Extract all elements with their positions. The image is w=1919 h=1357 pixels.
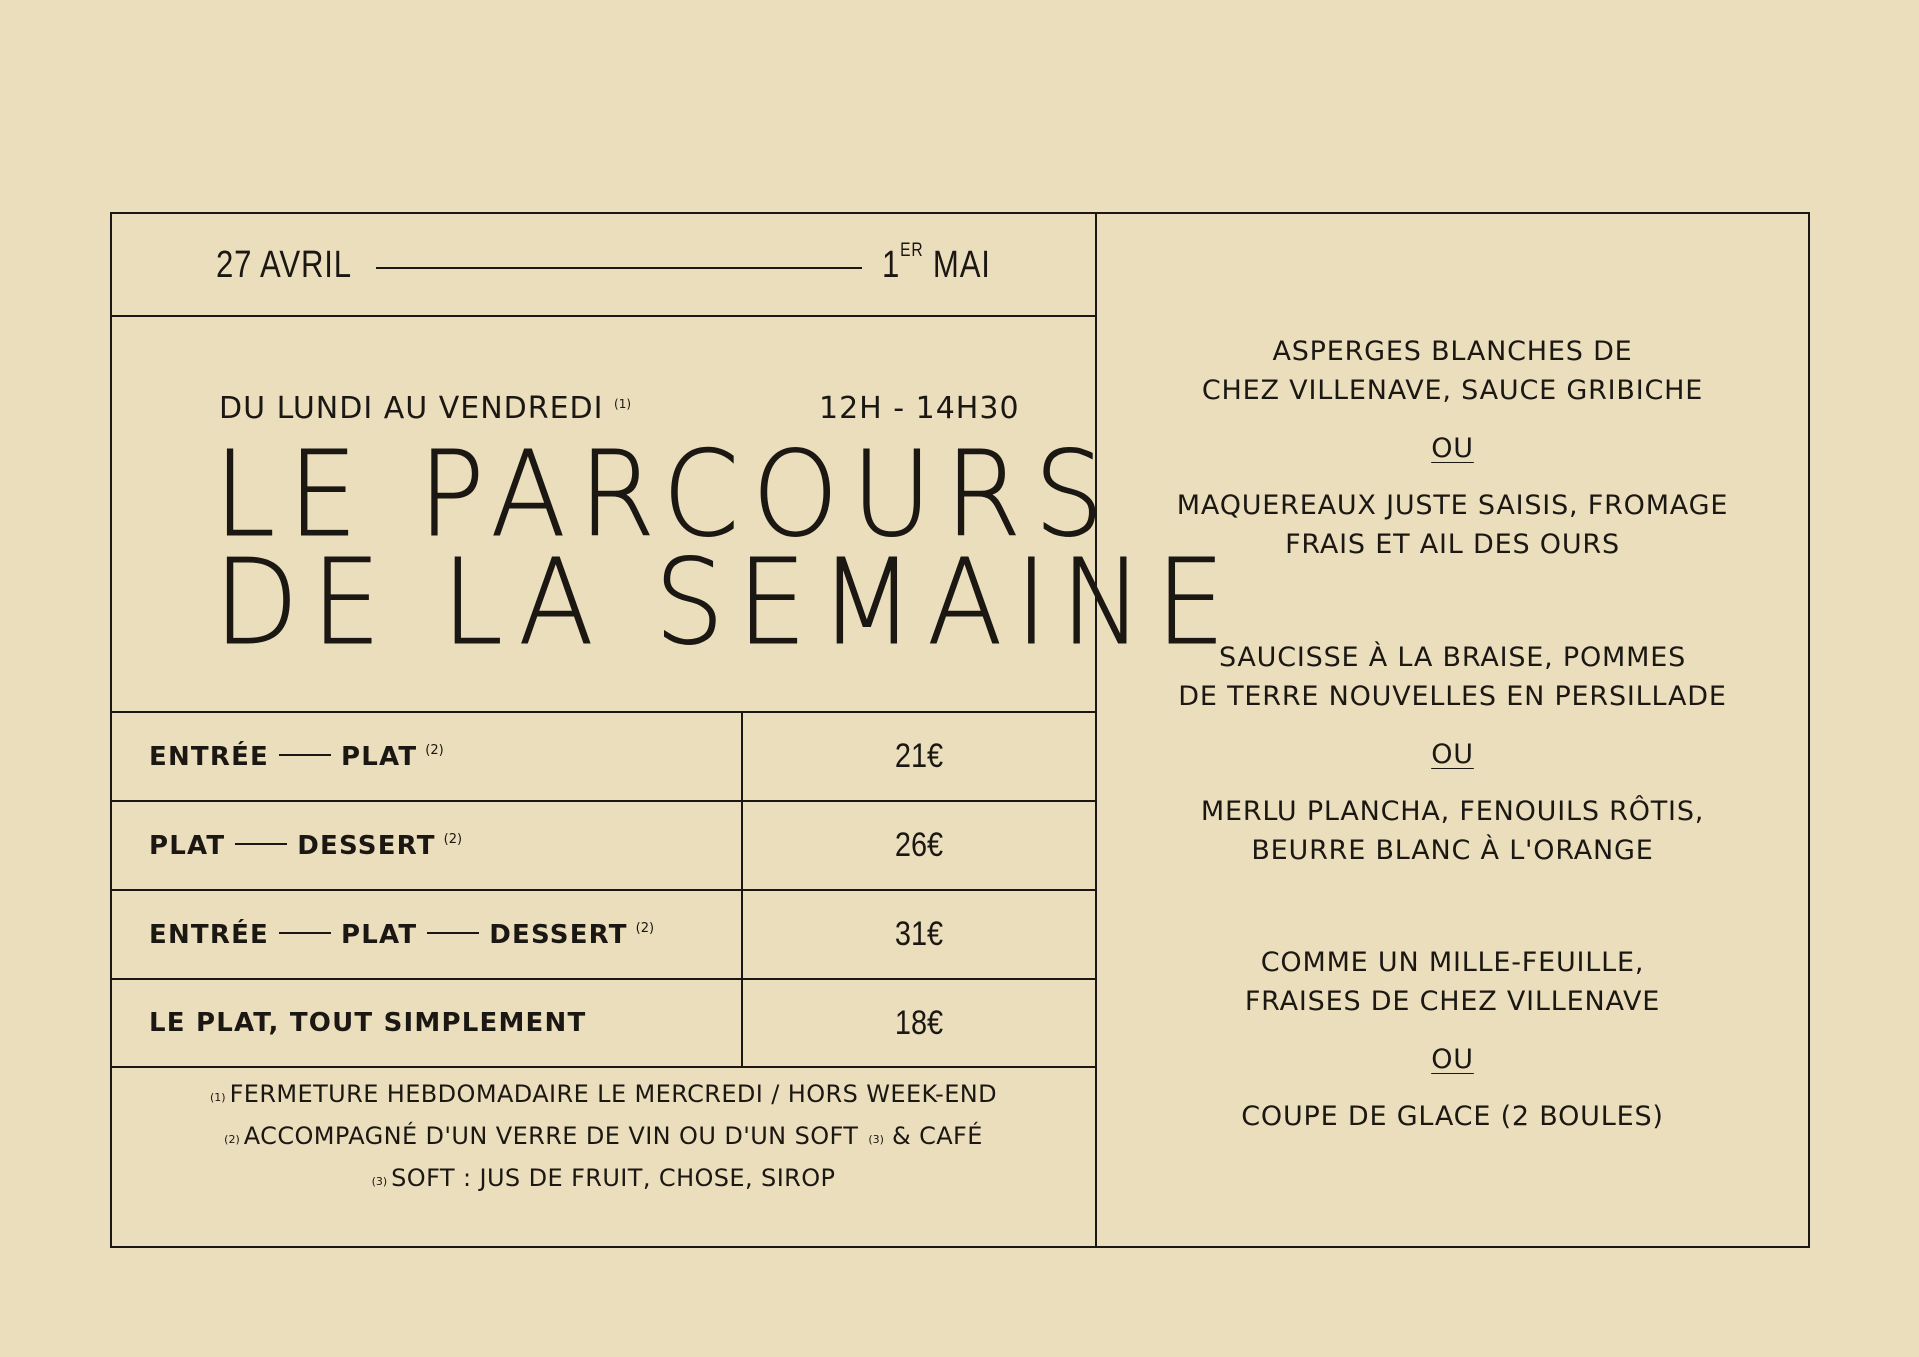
footnote-text: & CAFÉ — [891, 1122, 983, 1150]
left-panel — [112, 214, 1239, 1246]
dish-line: COMME UN MILLE-FEUILLE, — [1260, 947, 1645, 978]
formula-label — [112, 713, 743, 800]
date-range-line — [376, 267, 862, 269]
footnote-ref-3: (3) — [868, 1133, 884, 1146]
footnote-mark: (3) — [371, 1175, 388, 1188]
dish-line: BEURRE BLANC À L'ORANGE — [1251, 835, 1654, 866]
title-block — [112, 317, 1239, 713]
formula-part: PLAT — [341, 919, 418, 950]
dish-line: MAQUEREAUX JUSTE SAISIS, FROMAGE — [1176, 490, 1729, 521]
dish-item — [1097, 332, 1808, 410]
price-row — [112, 713, 1095, 802]
formula-label — [112, 980, 743, 1066]
formula-dash — [279, 754, 331, 756]
footnote-3 — [112, 1157, 1095, 1199]
dish-line: ASPERGES BLANCHES DE — [1272, 336, 1633, 367]
date-range — [112, 214, 1095, 317]
formula-part: LE PLAT, TOUT SIMPLEMENT — [149, 1008, 587, 1038]
dish-line: SAUCISSE À LA BRAISE, POMMES — [1218, 642, 1687, 673]
dish-item — [1097, 486, 1808, 564]
end-date-suffix: ER — [900, 240, 924, 261]
dish-line: MERLU PLANCHA, FENOUILS RÔTIS, — [1200, 796, 1705, 827]
end-date — [882, 240, 991, 287]
price-row — [112, 891, 1095, 980]
formula-part: PLAT — [149, 830, 226, 861]
dish-line: DE TERRE NOUVELLES EN PERSILLADE — [1178, 681, 1727, 712]
formula-part: ENTRÉE — [149, 919, 269, 950]
formula-part: PLAT — [341, 741, 418, 772]
page-title-line-2: DE LA SEMAINE — [214, 533, 1239, 671]
or-separator: OU — [1431, 739, 1474, 770]
formula-dash — [235, 843, 287, 845]
opening-hours: 12H - 14H30 — [819, 391, 1020, 426]
formula-label — [112, 891, 743, 978]
footnote-mark: (1) — [209, 1091, 226, 1104]
desserts-group — [1097, 943, 1808, 1136]
dish-line: CHEZ VILLENAVE, SAUCE GRIBICHE — [1201, 375, 1704, 406]
formula-price: 26€ — [894, 826, 944, 864]
formula-price: 21€ — [894, 737, 944, 775]
formula-part: DESSERT — [489, 919, 628, 950]
dish-item — [1097, 1097, 1808, 1136]
opening-days-text: DU LUNDI AU VENDREDI — [219, 391, 604, 426]
price-table — [112, 713, 1095, 1068]
formula-price: 18€ — [894, 1003, 944, 1042]
or-separator: OU — [1431, 433, 1474, 464]
dishes-panel — [1097, 214, 1808, 1246]
formula-dash — [279, 932, 331, 934]
dish-line: FRAIS ET AIL DES OURS — [1285, 529, 1620, 560]
footnote-ref-1: (1) — [614, 397, 632, 411]
footnotes — [112, 1073, 1095, 1199]
price-row — [112, 802, 1095, 891]
menu-card — [110, 212, 1810, 1248]
footnote-ref-2: (2) — [425, 743, 444, 758]
dish-line: COUPE DE GLACE (2 BOULES) — [1241, 1101, 1664, 1132]
end-date-month: MAI — [932, 244, 991, 286]
footnote-2 — [112, 1115, 1095, 1157]
footnote-1 — [112, 1073, 1095, 1115]
end-date-day: 1 — [882, 244, 901, 286]
footnote-mark: (2) — [224, 1133, 240, 1146]
entrees-group — [1097, 332, 1808, 564]
price-row — [112, 980, 1095, 1068]
dish-item — [1097, 638, 1808, 716]
dish-item — [1097, 943, 1808, 1021]
plats-group — [1097, 638, 1808, 870]
footnote-text: FERMETURE HEBDOMADAIRE LE MERCREDI / HORS WEEK-END — [229, 1080, 998, 1108]
formula-price: 31€ — [894, 915, 944, 953]
footnote-text: SOFT : JUS DE FRUIT, CHOSE, SIROP — [391, 1164, 836, 1192]
formula-label — [112, 802, 743, 889]
formula-dash — [427, 932, 479, 934]
page-title-line-1: LE PARCOURS — [214, 425, 1117, 563]
formula-part: ENTRÉE — [149, 741, 269, 772]
footnote-ref-2: (2) — [635, 921, 655, 936]
dish-line: FRAISES DE CHEZ VILLENAVE — [1244, 986, 1661, 1017]
start-date: 27 AVRIL — [216, 244, 352, 286]
dish-item — [1097, 792, 1808, 870]
opening-days — [219, 391, 631, 426]
or-separator: OU — [1431, 1044, 1474, 1075]
footnote-text: ACCOMPAGNÉ D'UN VERRE DE VIN OU D'UN SOFT — [243, 1122, 859, 1150]
formula-part: DESSERT — [297, 830, 436, 861]
footnote-ref-2: (2) — [443, 832, 463, 847]
